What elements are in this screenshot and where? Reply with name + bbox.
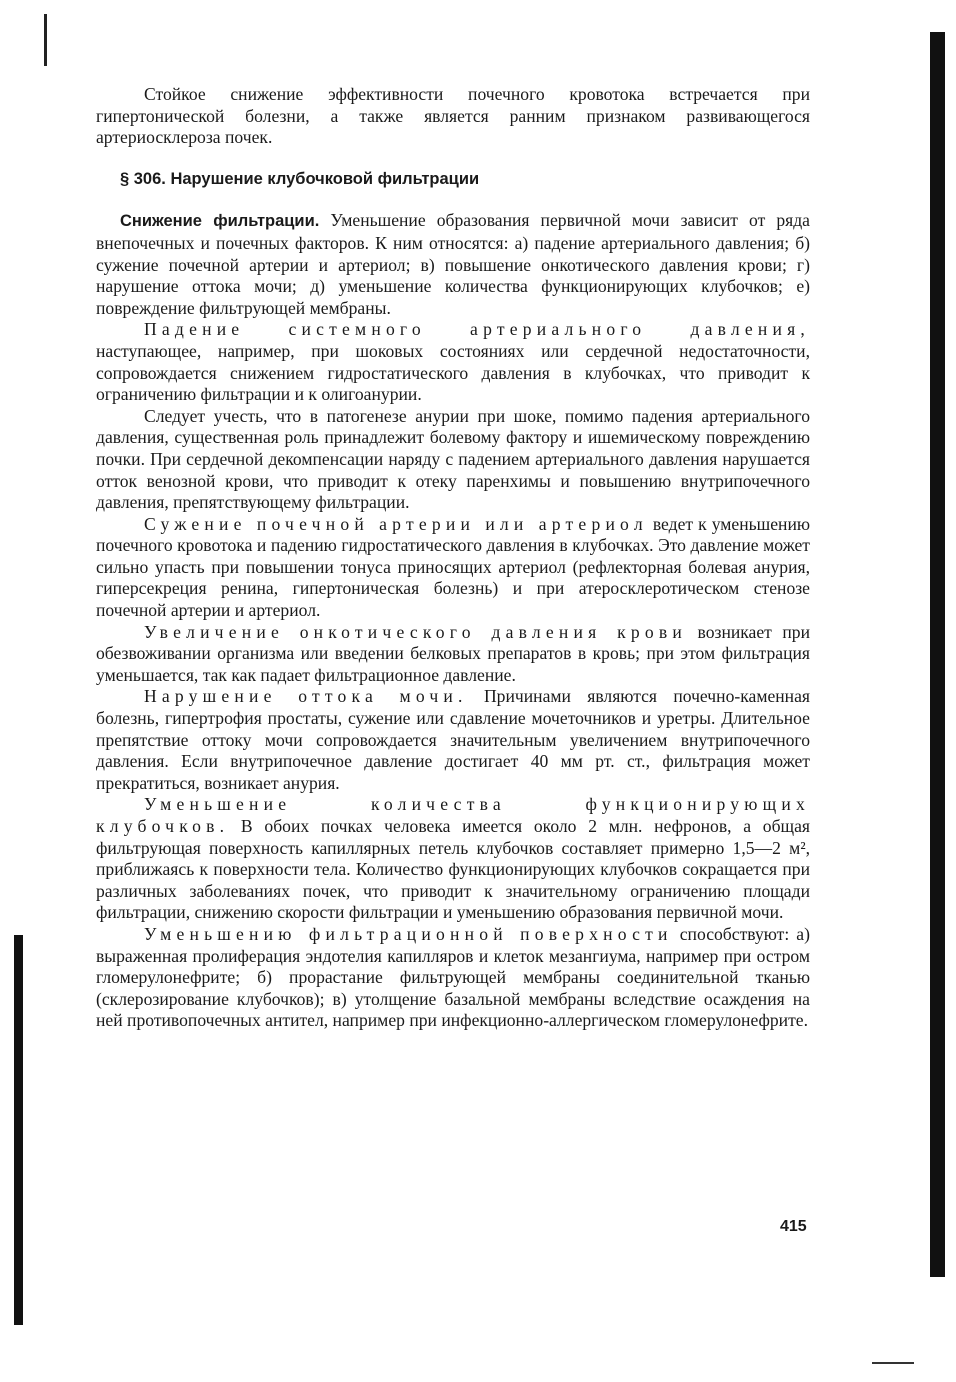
paragraph-text: Уменьшение образования первичной мочи зависит от ряда внепочечных и почечных факторов. К ним относятся: а) падение артериального давления; б) сужение почечной артерии и артериол; в) повышение онкотического давления крови; г) нарушение оттока мочи; д) уменьшение количества функционирующих клубочков; е) повреждение фильтрующей мембраны.	[96, 210, 810, 318]
scan-artifact-right-bar	[930, 32, 945, 1277]
spaced-term: Уменьшение количества функционирующих клубочков.	[96, 794, 810, 836]
spaced-term: Уменьшению фильтрационной поверхности	[144, 923, 673, 944]
paragraph-urine-outflow	[96, 686, 810, 794]
paragraph-text: способствуют: а) выраженная пролиферация эндотелия капилляров и клеток мезангиума, например при остром гломерулонефрите; б) прорастание фильтрующей мембраны соединительной тканью (склерозирование клубочков); в) утолщение базальной мембраны вследствие осаждения на ней противопочечных антител, например при инфекционно-аллергическом гломерулонефрите.	[96, 923, 810, 1031]
scan-artifact-mark	[44, 14, 47, 66]
section-title: § 306. Нарушение клубочковой фильтрации	[120, 169, 480, 188]
paragraph-filtration-decrease	[96, 210, 810, 319]
intro-paragraph: Стойкое снижение эффективности почечного кровотока встречается при гипертонической болезни, а также является ранним признаком развивающегося артериосклероза почек.	[96, 84, 810, 148]
spaced-term: Нарушение оттока мочи.	[144, 686, 468, 707]
spaced-term: Увеличение онкотического давления крови	[144, 621, 687, 642]
scan-artifact-dash	[872, 1362, 914, 1364]
paragraph-artery-narrowing	[96, 514, 810, 622]
spaced-term: Сужение почечной артерии или артериол	[144, 513, 648, 534]
scan-artifact-left-bar	[14, 935, 23, 1325]
paragraph-text: В обоих почках человека имеется около 2 млн. нефронов, а общая фильтрующая поверхность капиллярных петель клубочков составляет примерно 1,5—2 м², приближаясь к поверхности тела. Количество функционирующих клубочков сокращается при различных заболеваниях почек, что приводит к значительному ограничению площади фильтрации, снижению скорости фильтрации и уменьшению образования первичной мочи.	[96, 816, 810, 923]
paragraph-text: Причинами являются почечно-каменная болезнь, гипертрофия простаты, сужение или сдавление мочеточников и уретры. Длительное препятствие оттоку мочи сопровождается значительным увеличением внутрипочечного давления. Если внутрипочечное давление достигает 40 мм рт. ст., фильтрация может прекратиться, возникает анурия.	[96, 686, 810, 793]
page-body	[96, 84, 810, 1032]
paragraph-oncotic-pressure	[96, 622, 810, 687]
paragraph-text: возникает при обезвоживании организма или введении белковых препаратов в кровь; при этом фильтрация уменьшается, так как падает фильтрационное давление.	[96, 621, 811, 685]
paragraph-filtration-surface	[96, 924, 810, 1032]
page-number: 415	[780, 1218, 807, 1235]
paragraph-pressure-drop	[96, 319, 810, 405]
paragraph-text: наступающее, например, при шоковых состояниях или сердечной недостаточности, сопровождается снижением гидростатического давления в клубочках, что приводит к ограничению фильтрации и к олигоанурии.	[96, 340, 810, 405]
spaced-term: Падение системного артериального давления,	[144, 319, 810, 340]
paragraph-glomeruli	[96, 794, 810, 924]
paragraph-shock: Следует учесть, что в патогенезе анурии при шоке, помимо падения артериального давления, существенная роль принадлежит болевому фактору и ишемическому повреждению почки. При сердечной декомпенсации наряду с падением артериального давления нарушается отток венозной крови, что приводит к отеку паренхимы и повышению внутрипочечного давления, препятствующему фильтрации.	[96, 405, 810, 513]
paragraph-lead: Снижение фильтрации.	[120, 212, 320, 231]
paragraph-text: ведет к уменьшению почечного кровотока и падению гидростатического давления в клубочках. Это давление может сильно упасть при повышении тонуса приносящих артериол (рефлекторная болевая анурия, гиперсекреция ренина, гипертоническая болезнь) и при атеросклеротическом стенозе почечной артерии и артериол.	[96, 513, 810, 621]
